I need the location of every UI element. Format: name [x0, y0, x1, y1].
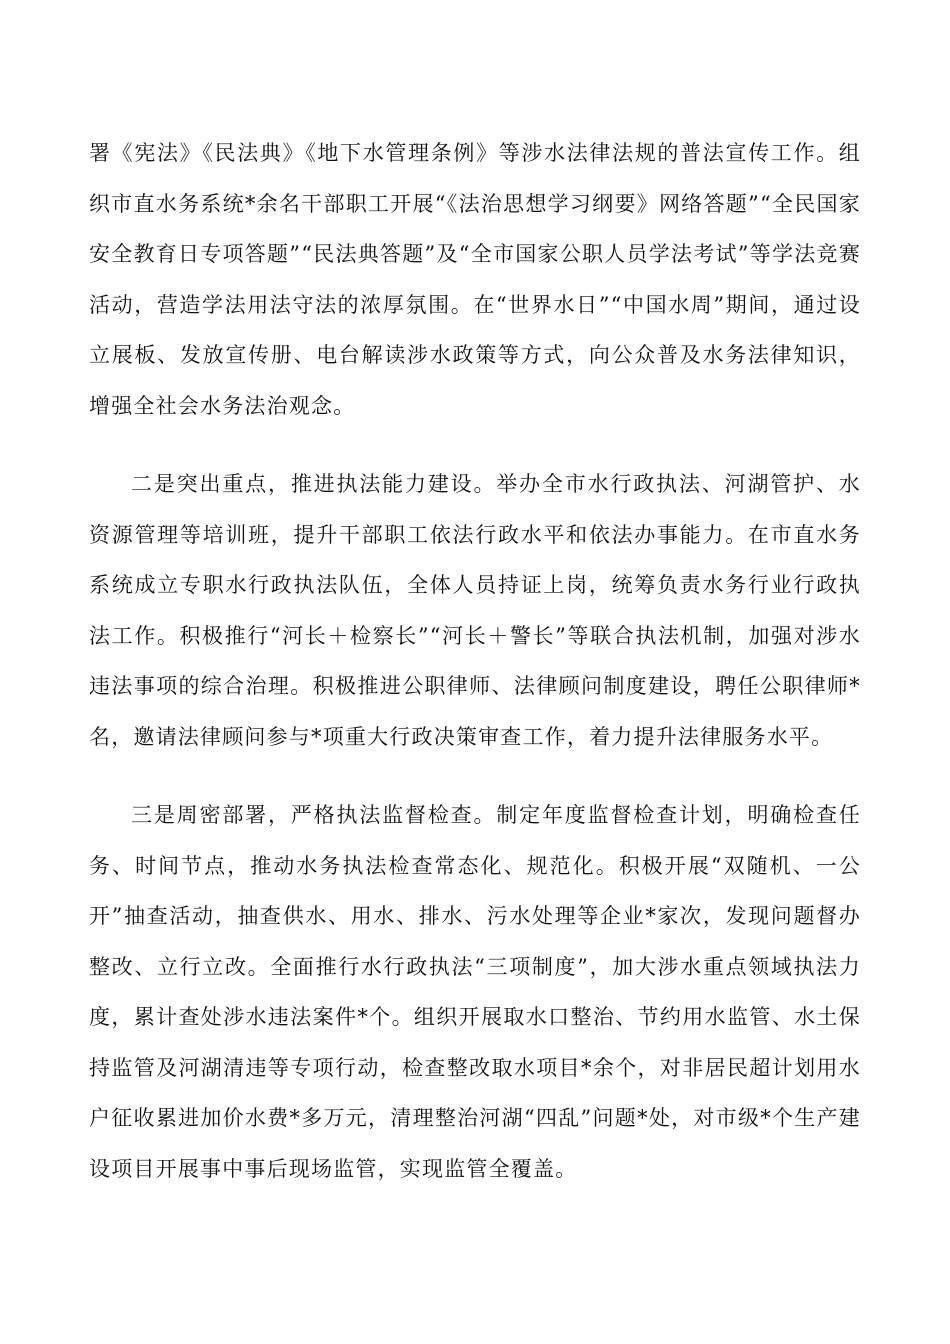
- paragraph-supervision-inspection: 三是周密部署，严格执法监督检查。制定年度监督检查计划，明确检查任务、时间节点，推动水务执法检查常态化、规范化。积极开展“双随机、一公开”抽查活动，抽查供水、用水、排水、污水处理等企业*家次，发现问题督办整改、立行立改。全面推行水行政执法“三项制度”，加大涉水重点领域执法力度，累计查处涉水违法案件*个。组织开展取水口整治、节约用水监管、水土保持监管及河湖清违等专项行动，检查整改取水项目*余个，对非居民超计划用水户征收累进加价水费*多万元，清理整治河湖“四乱”问题*处，对市级*个生产建设项目开展事中事后现场监管，实现监管全覆盖。: [89, 803, 861, 1181]
- paragraph-enforcement-capacity: 二是突出重点，推进执法能力建设。举办全市水行政执法、河湖管护、水资源管理等培训班，提升干部职工依法行政水平和依法办事能力。在市直水务系统成立专职水行政执法队伍，全体人员持证上岗，统筹负责水务行业行政执法工作。积极推行“河长＋检察长”“河长＋警长”等联合执法机制，加强对涉水违法事项的综合治理。积极推进公职律师、法律顾问制度建设，聘任公职律师*名，邀请法律顾问参与*项重大行政决策审查工作，着力提升法律服务水平。: [89, 472, 861, 749]
- document-body: [89, 128, 861, 1222]
- paragraph-continuation: 署《宪法》《民法典》《地下水管理条例》等涉水法律法规的普法宣传工作。组织市直水务系统*余名干部职工开展“《法治思想学习纲要》网络答题”“全民国家安全教育日专项答题”“民法典答题”及“全市国家公职人员学法考试”等学法竞赛活动，营造学法用法守法的浓厚氛围。在“世界水日”“中国水周”期间，通过设立展板、发放宣传册、电台解读涉水政策等方式，向公众普及水务法律知识，增强全社会水务法治观念。: [89, 141, 861, 418]
